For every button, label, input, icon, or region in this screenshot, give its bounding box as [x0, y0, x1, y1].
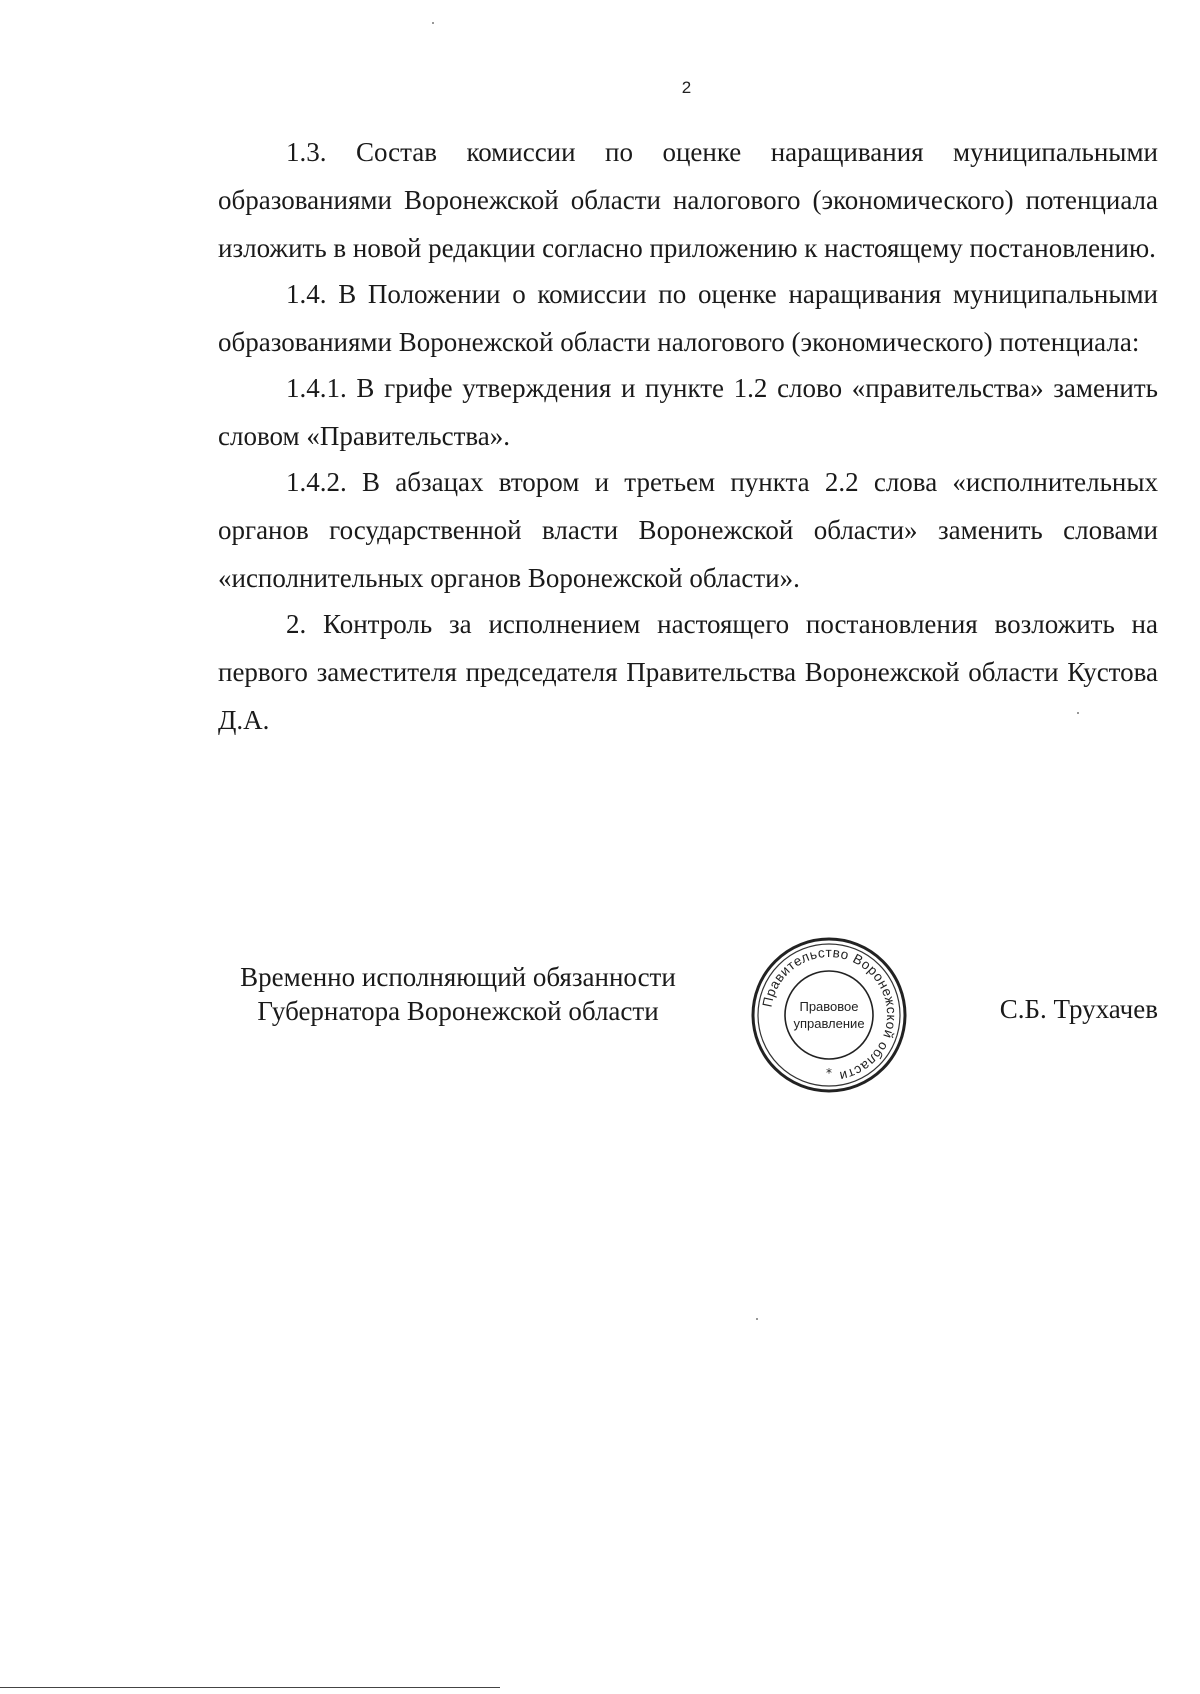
svg-text:Правительство Воронежской обла [759, 945, 899, 1084]
official-stamp [748, 934, 910, 1096]
scan-speck [432, 22, 434, 24]
signatory-name: С.Б. Трухачев [999, 994, 1158, 1024]
signatory-position [218, 960, 698, 1028]
signature-block [218, 944, 1158, 1098]
signatory-position-line2: Губернатора Воронежской области [257, 996, 659, 1026]
scan-speck [1077, 712, 1079, 714]
document-body [218, 128, 1158, 742]
paragraph-1-4-1: 1.4.1. В грифе утверждения и пункте 1.2 слово «правительства» заменить словом «Правительства». [218, 373, 1158, 451]
scan-speck [756, 1318, 758, 1320]
paragraph-2: 2. Контроль за исполнением настоящего постановления возложить на первого заместителя председателя Правительства Воронежской области Кустова Д.А. [218, 609, 1158, 735]
stamp-inner-line1: Правовое [799, 999, 859, 1014]
page-number: 2 [681, 78, 692, 97]
paragraph-1-4-2: 1.4.2. В абзацах втором и третьем пункта 2.2 слова «исполнительных органов государственной власти Воронежской области» заменить словами «исполнительных органов Воронежской области». [218, 467, 1158, 593]
signatory-position-line1: Временно исполняющий обязанности [240, 962, 676, 992]
stamp-star-icon: * [826, 1066, 832, 1080]
footer-rule [0, 1687, 500, 1688]
paragraph-1-4: 1.4. В Положении о комиссии по оценке наращивания муниципальными образованиями Воронежской области налогового (экономического) потенциала: [218, 279, 1158, 357]
stamp-outer-text: Правительство Воронежской области [759, 944, 900, 1085]
paragraph-1-3: 1.3. Состав комиссии по оценке наращивания муниципальными образованиями Воронежской области налогового (экономического) потенциала изложить в новой редакции согласно приложению к настоящему постановлению. [218, 137, 1158, 263]
stamp-inner-line2: управление [793, 1016, 865, 1031]
